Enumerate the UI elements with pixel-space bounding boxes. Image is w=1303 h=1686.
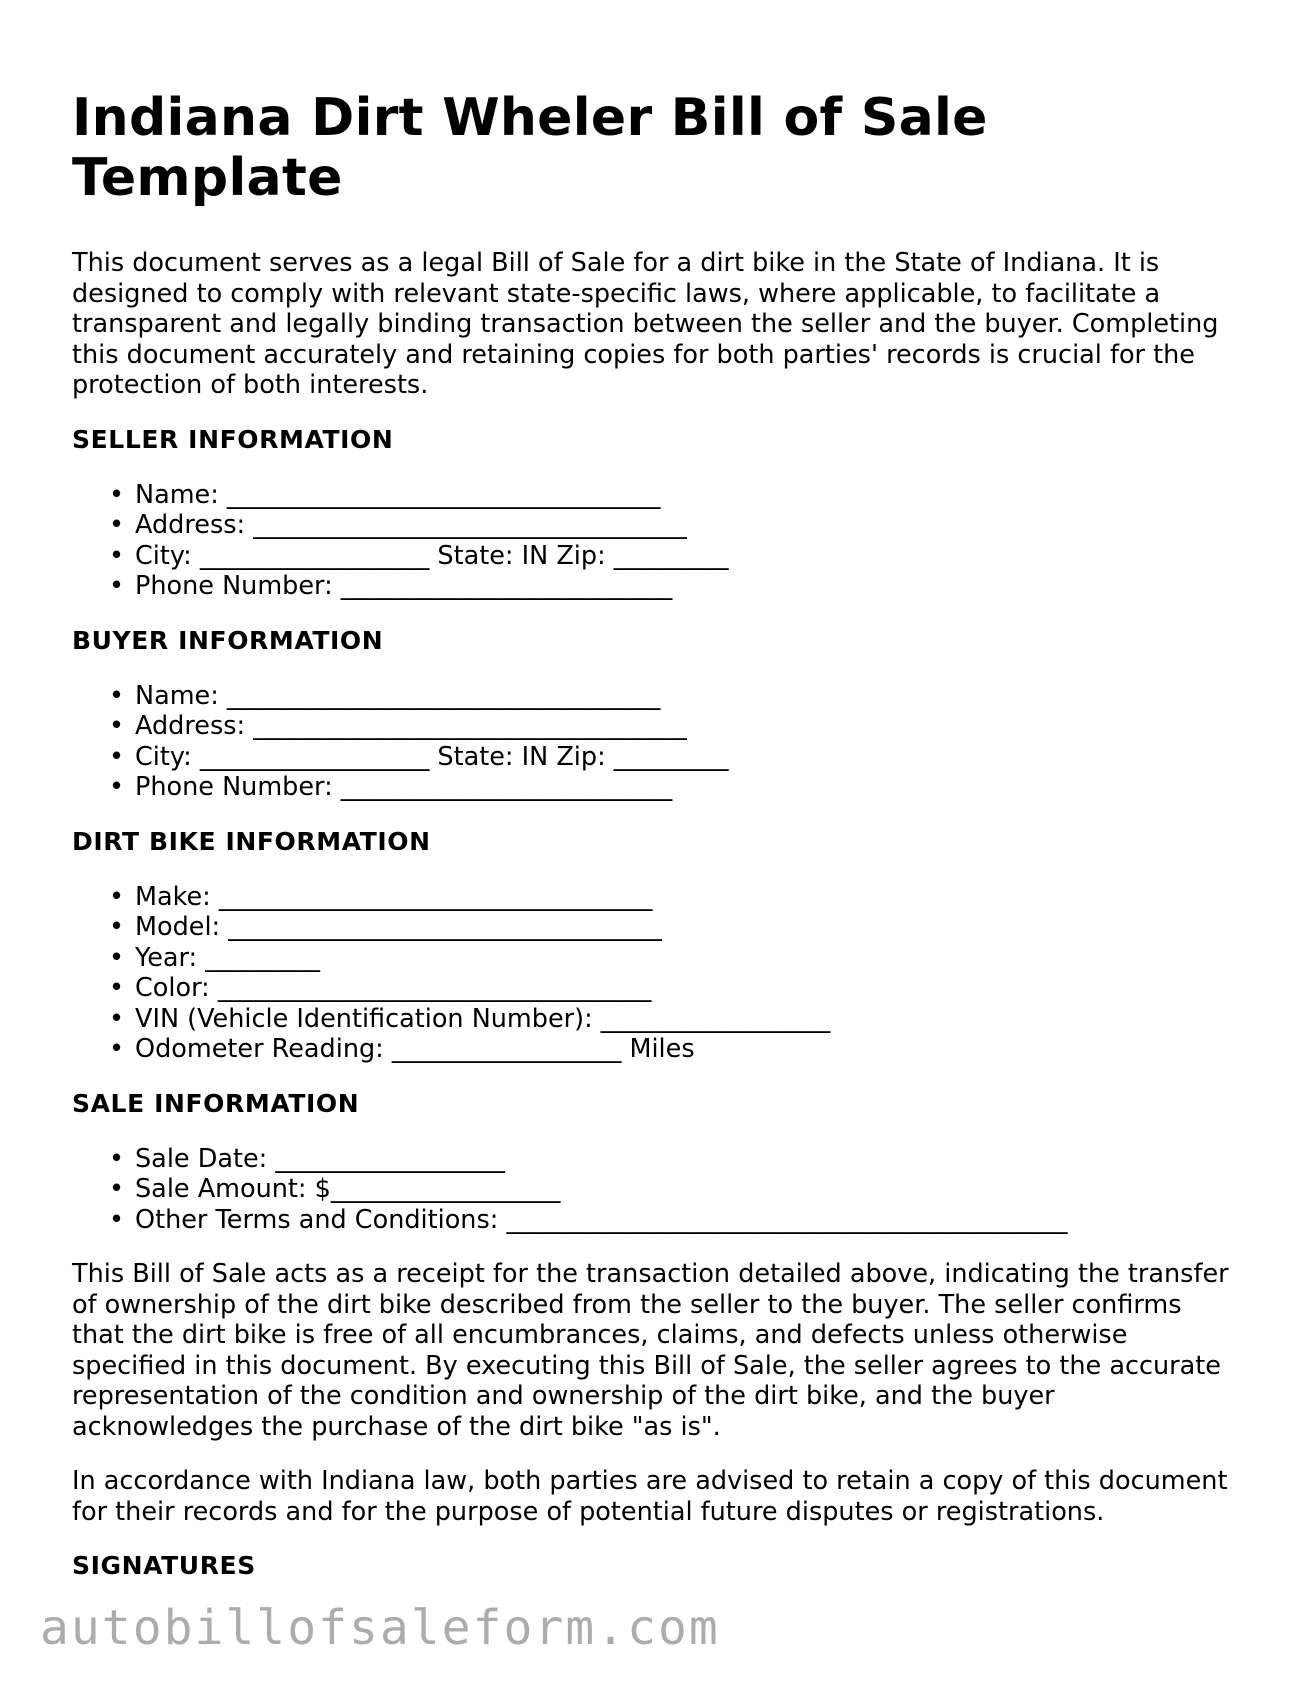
buyer-phone-field: • Phone Number: __________________________ <box>109 772 673 802</box>
bullet-icon: • <box>109 540 125 571</box>
bullet-icon: • <box>109 942 125 973</box>
seller-phone-field: • Phone Number: __________________________ <box>109 571 673 601</box>
bullet-icon: • <box>109 510 125 540</box>
bullet-icon: • <box>109 772 125 802</box>
document-title: Indiana Dirt Wheler Bill of Sale Template <box>72 88 988 208</box>
seller-address-field: • Address: __________________________________ <box>109 510 687 540</box>
sale-amount-field: • Sale Amount: $__________________ <box>109 1174 561 1204</box>
intro-paragraph: This document serves as a legal Bill of Sale for a dirt bike in the State of Indiana. It is designed to comply with relevant state-specific laws, where applicable, to facilitate a transparent and legally binding transaction between the seller and the buyer. Completing this document accurately and retaining copies for both parties' records is crucial for the protection of both interests. <box>72 248 1219 400</box>
seller-name-field: • Name: __________________________________ <box>109 479 661 510</box>
sale-list <box>72 1144 1232 1236</box>
buyer-city-state-zip-field: • City: __________________ State: IN Zip: _________ <box>109 741 729 772</box>
bike-model-field: • Model: __________________________________ <box>109 912 662 942</box>
bike-color-field: • Color: __________________________________ <box>109 973 652 1003</box>
seller-list <box>72 480 1232 602</box>
retention-paragraph: In accordance with Indiana law, both parties are advised to retain a copy of this document for their records and for the purpose of potential future disputes or registrations. <box>72 1466 1228 1527</box>
bullet-icon: • <box>109 1034 125 1064</box>
bike-odometer-field: • Odometer Reading: __________________ Miles <box>109 1034 695 1064</box>
watermark: autobillofsaleform.com <box>40 1600 720 1656</box>
bullet-icon: • <box>109 741 125 772</box>
buyer-address-field: • Address: __________________________________ <box>109 711 687 741</box>
bullet-icon: • <box>109 1174 125 1204</box>
bullet-icon: • <box>109 973 125 1003</box>
bike-heading: DIRT BIKE INFORMATION <box>72 826 431 856</box>
bike-list <box>72 882 1232 1065</box>
buyer-name-field: • Name: __________________________________ <box>109 680 661 711</box>
sale-date-field: • Sale Date: __________________ <box>109 1143 505 1174</box>
bullet-icon: • <box>109 1003 125 1034</box>
bike-year-field: • Year: _________ <box>109 942 320 973</box>
bullet-icon: • <box>109 479 125 510</box>
sale-terms-field: • Other Terms and Conditions: ____________________________________________ <box>109 1204 1068 1235</box>
receipt-paragraph: This Bill of Sale acts as a receipt for the transaction detailed above, indicating the transfer of ownership of the dirt bike described from the seller to the buyer. The seller confirms that the dirt bike is free of all encumbrances, claims, and defects unless otherwise specified in this document. By executing this Bill of Sale, the seller agrees to the accurate representation of the condition and ownership of the dirt bike, and the buyer acknowledges the purchase of the dirt bike "as is". <box>72 1259 1229 1442</box>
bullet-icon: • <box>109 680 125 711</box>
bullet-icon: • <box>109 571 125 601</box>
sale-heading: SALE INFORMATION <box>72 1088 360 1118</box>
document-page <box>72 88 1232 1581</box>
bullet-icon: • <box>109 881 125 912</box>
bullet-icon: • <box>109 711 125 741</box>
buyer-heading: BUYER INFORMATION <box>72 625 384 655</box>
seller-city-state-zip-field: • City: __________________ State: IN Zip: _________ <box>109 540 729 571</box>
bullet-icon: • <box>109 1204 125 1235</box>
bullet-icon: • <box>109 1143 125 1174</box>
buyer-list <box>72 681 1232 803</box>
signatures-heading: SIGNATURES <box>72 1551 256 1580</box>
bike-vin-field: • VIN (Vehicle Identification Number): __________________ <box>109 1003 831 1034</box>
seller-heading: SELLER INFORMATION <box>72 424 394 454</box>
bike-make-field: • Make: __________________________________ <box>109 881 653 912</box>
bullet-icon: • <box>109 912 125 942</box>
